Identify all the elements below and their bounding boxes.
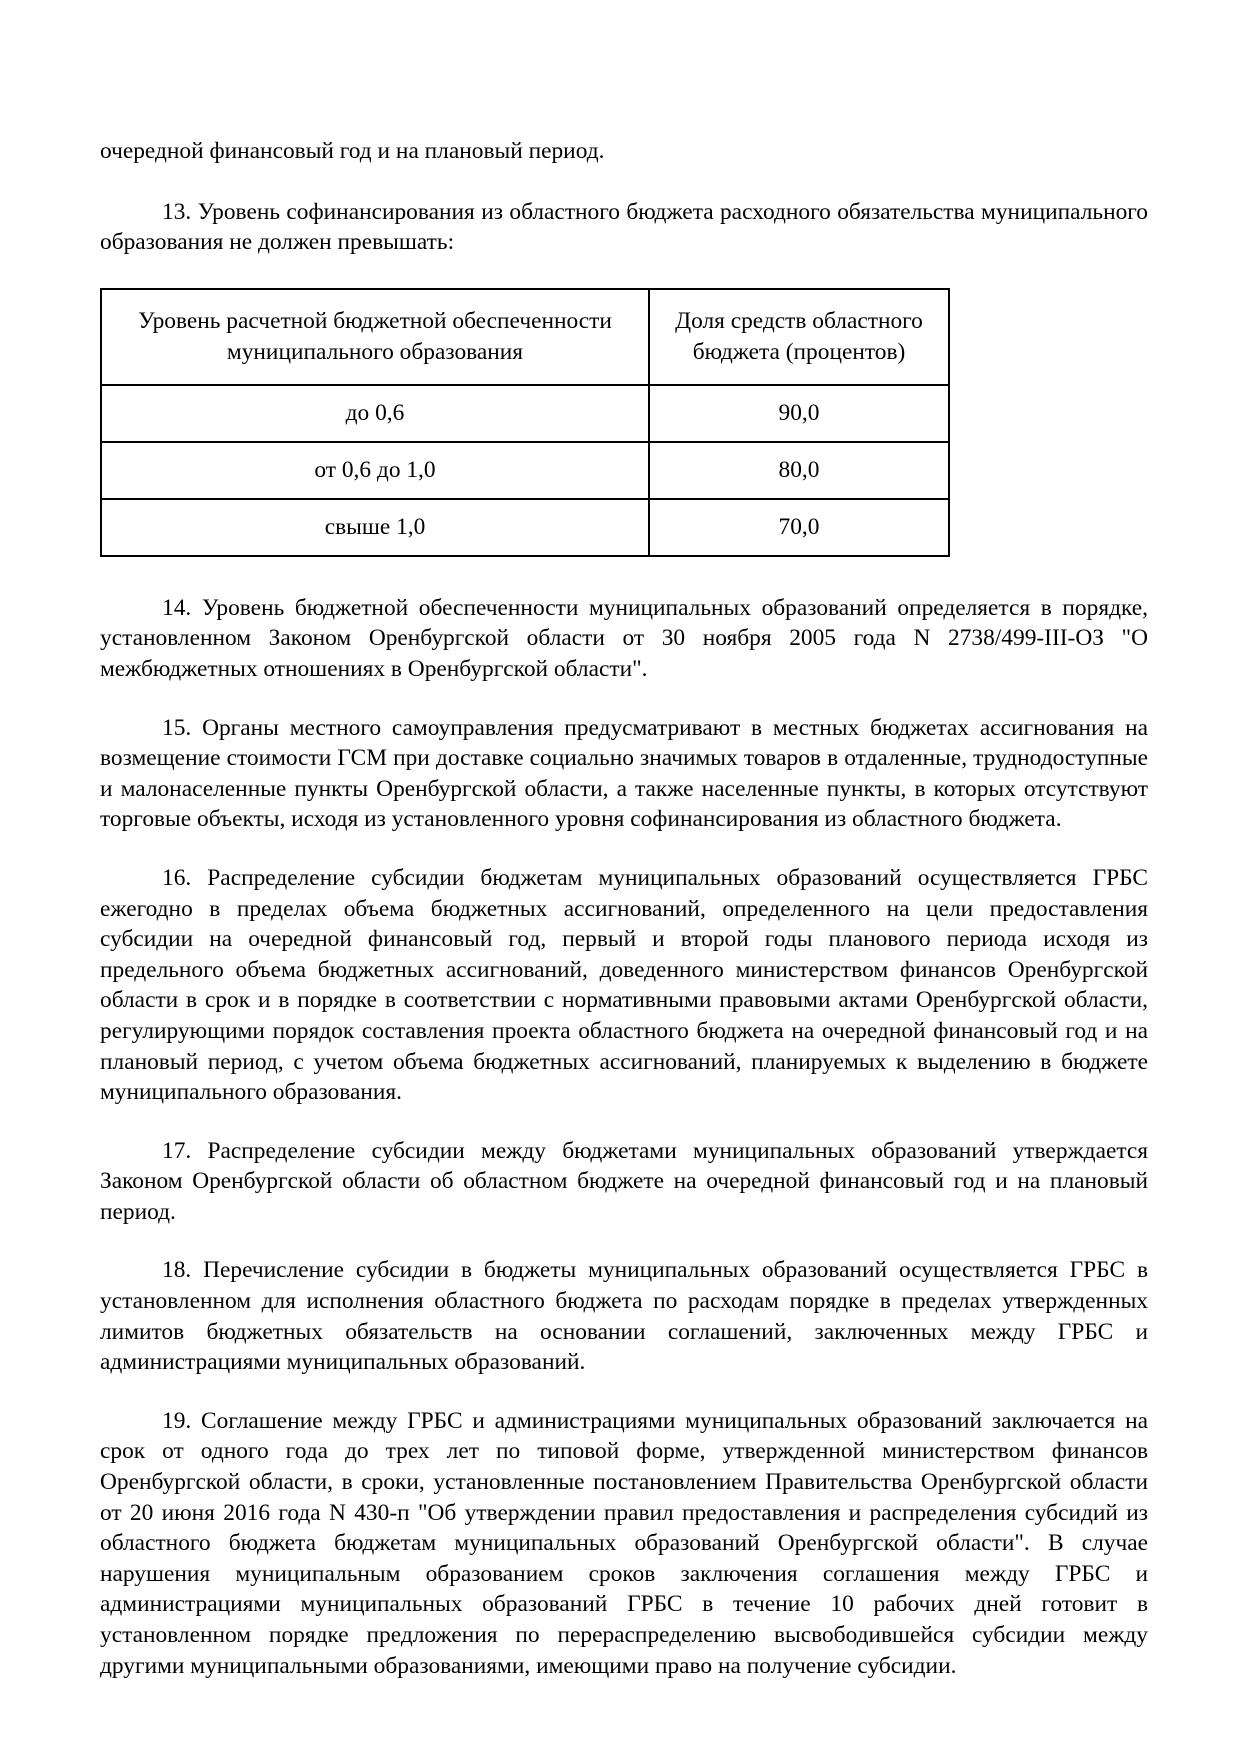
table-cell-level: свыше 1,0 xyxy=(101,499,649,556)
table-cell-share: 90,0 xyxy=(649,385,949,442)
table-header-level: Уровень расчетной бюджетной обеспеченности муниципального образования xyxy=(101,289,649,385)
paragraph-18: 18. Перечисление субсидии в бюджеты муниципальных образований осуществляется ГРБС в установленном для исполнения областного бюджета по расходам порядке в пределах утвержденных лимитов бюджетных обязательств на основании соглашений, заключенных между ГРБС и администрациями муниципальных образований. xyxy=(100,1257,1148,1376)
cofinancing-rate-table xyxy=(100,288,950,557)
paragraph-14: 14. Уровень бюджетной обеспеченности муниципальных образований определяется в порядке, установленном Законом Оренбургской области от 30 ноября 2005 года N 2738/499-III-ОЗ "О межбюджетных отношениях в Оренбургской области". xyxy=(100,594,1148,682)
cofinancing-table-wrapper xyxy=(100,288,1148,557)
table-header-row xyxy=(101,289,949,385)
table-cell-share: 80,0 xyxy=(649,442,949,499)
paragraph-19: 19. Соглашение между ГРБС и администрациями муниципальных образований заключается на срок от одного года до трех лет по типовой форме, утвержденной министерством финансов Оренбургской области, в сроки, установленные постановлением Правительства Оренбургской области от 20 июня 2016 года N 430-п "Об утверждении правил предоставления и распределения субсидий из областного бюджета бюджетам муниципальных образований Оренбургской области". В случае нарушения муниципальным образованием сроков заключения соглашения между ГРБС и администрациями муниципальных образований ГРБС в течение 10 рабочих дней готовит в установленном порядке предложения по перераспределению высвободившейся субсидии между другими муниципальными образованиями, имеющими право на получение субсидии. xyxy=(100,1407,1148,1679)
paragraph-13: 13. Уровень софинансирования из областного бюджета расходного обязательства муниципального образования не должен превышать: xyxy=(100,198,1148,256)
table-cell-share: 70,0 xyxy=(649,499,949,556)
table-cell-level: от 0,6 до 1,0 xyxy=(101,442,649,499)
table-row xyxy=(101,442,949,499)
continuation-line: очередной финансовый год и на плановый период. xyxy=(100,138,605,164)
table-header-share: Доля средств областного бюджета (процентов) xyxy=(649,289,949,385)
table-row xyxy=(101,499,949,556)
document-body xyxy=(100,136,1148,1681)
paragraph-17: 17. Распределение субсидии между бюджетами муниципальных образований утверждается Законом Оренбургской области об областном бюджете на очередной финансовый год и на плановый период. xyxy=(100,1137,1148,1225)
paragraph-16: 16. Распределение субсидии бюджетам муниципальных образований осуществляется ГРБС ежегодно в пределах объема бюджетных ассигнований, определенного на цели предоставления субсидии на очередной финансовый год, первый и второй годы планового периода исходя из предельного объема бюджетных ассигнований, доведенного министерством финансов Оренбургской области в срок и в порядке в соответствии с нормативными правовыми актами Оренбургской области, регулирующими порядок составления проекта областного бюджета на очередной финансовый год и на плановый период, с учетом объема бюджетных ассигнований, планируемых к выделению в бюджете муниципального образования. xyxy=(100,864,1148,1106)
table-cell-level: до 0,6 xyxy=(101,385,649,442)
paragraph-15: 15. Органы местного самоуправления предусматривают в местных бюджетах ассигнования на возмещение стоимости ГСМ при доставке социально значимых товаров в отдаленные, труднодоступные и малонаселенные пункты Оренбургской области, а также населенные пункты, в которых отсутствуют торговые объекты, исходя из установленного уровня софинансирования из областного бюджета. xyxy=(100,714,1148,833)
table-row xyxy=(101,385,949,442)
